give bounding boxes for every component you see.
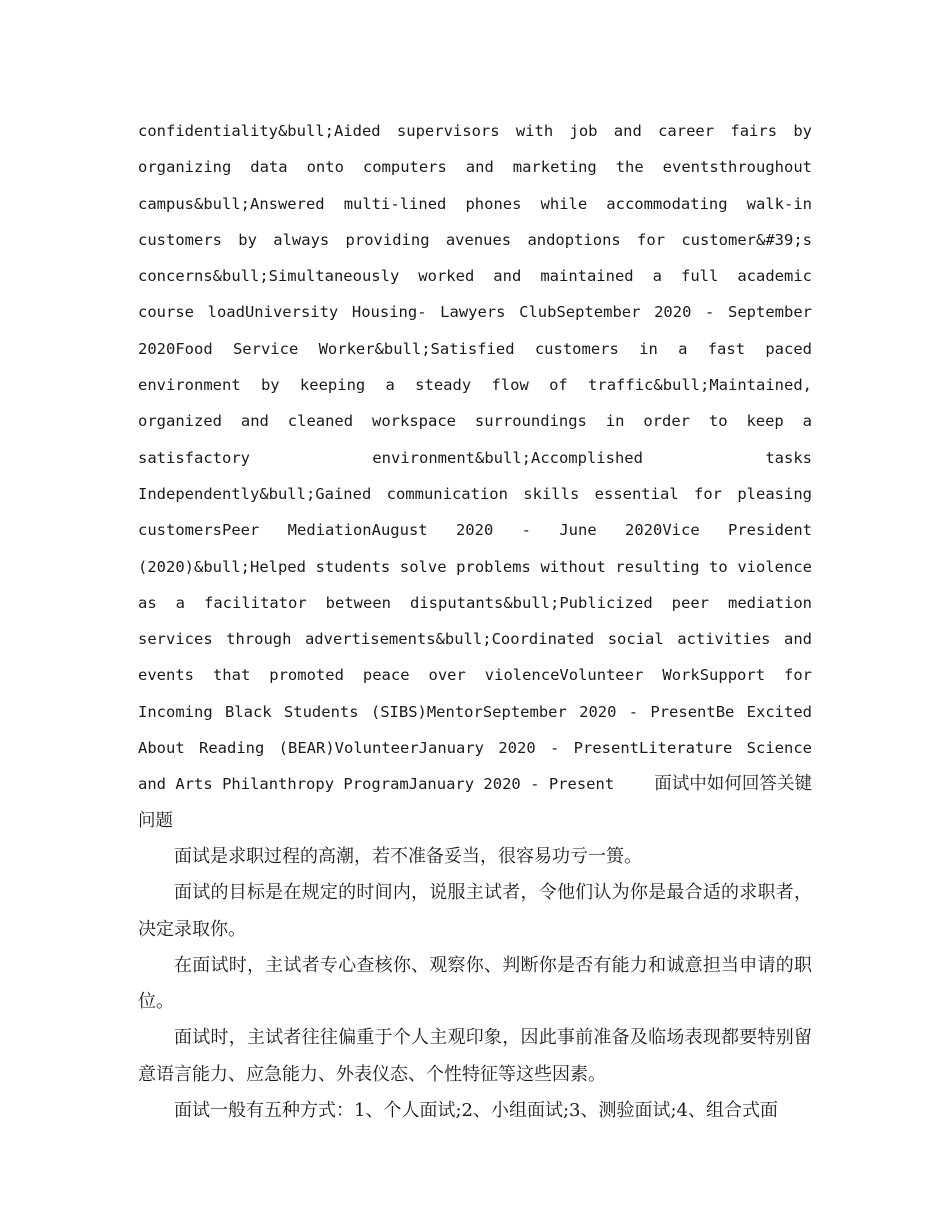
paragraph-3: 在面试时，主试者专心查核你、观察你、判断你是否有能力和诚意担当申请的职位。	[138, 954, 812, 1013]
page-content	[138, 113, 812, 1129]
resume-text-block	[138, 113, 812, 839]
paragraph-1: 面试是求职过程的高潮，若不准备妥当，很容易功亏一篑。	[174, 845, 642, 867]
section-title: 面试中如何回答关键问题	[138, 774, 813, 831]
paragraph-4: 面试时，主试者往往偏重于个人主观印象，因此事前准备及临场表现都要特别留意语言能力、应急能力、外表仪态、个性特征等这些因素。	[138, 1027, 812, 1085]
resume-text: confidentiality&bull;Aided supervisors with job and career fairs by organizing data onto computers and marketing the eventsthroughout campus&bull;Answered multi-lined phones while accommodating walk-in customers by always providing avenues andoptions for customer&#39;s concerns&bull;Simultaneously worked and maintained a full academic course loadUniversity Housing- Lawyers ClubSeptember 2020 - September 2020Food Service Worker&bull;Satisfied customers in a fast paced environment by keeping a steady flow of traffic&bull;Maintained, organized and cleaned workspace surroundings in order to keep a satisfactory environment&bull;Accomplished tasks Independently&bull;Gained communication skills essential for pleasing customersPeer MediationAugust 2020 - June 2020Vice President (2020)&bull;Helped students solve problems without resulting to violence as a facilitator between disputants&bull;Publicized peer mediation services through advertisements&bull;Coordinated social activities and events that promoted peace over violenceVolunteer WorkSupport for Incoming Black Students (SIBS)MentorSeptember 2020 - PresentBe Excited About Reading (BEAR)VolunteerJanuary 2020 - PresentLiterature Science and Arts Philanthropy ProgramJanuary 2020 - Present	[138, 122, 812, 794]
paragraph-5: 面试一般有五种方式：1、个人面试;2、小组面试;3、测验面试;4、组合式面	[174, 1100, 778, 1122]
paragraph-2: 面试的目标是在规定的时间内，说服主试者，令他们认为你是最合适的求职者，决定录取你。	[138, 882, 812, 940]
